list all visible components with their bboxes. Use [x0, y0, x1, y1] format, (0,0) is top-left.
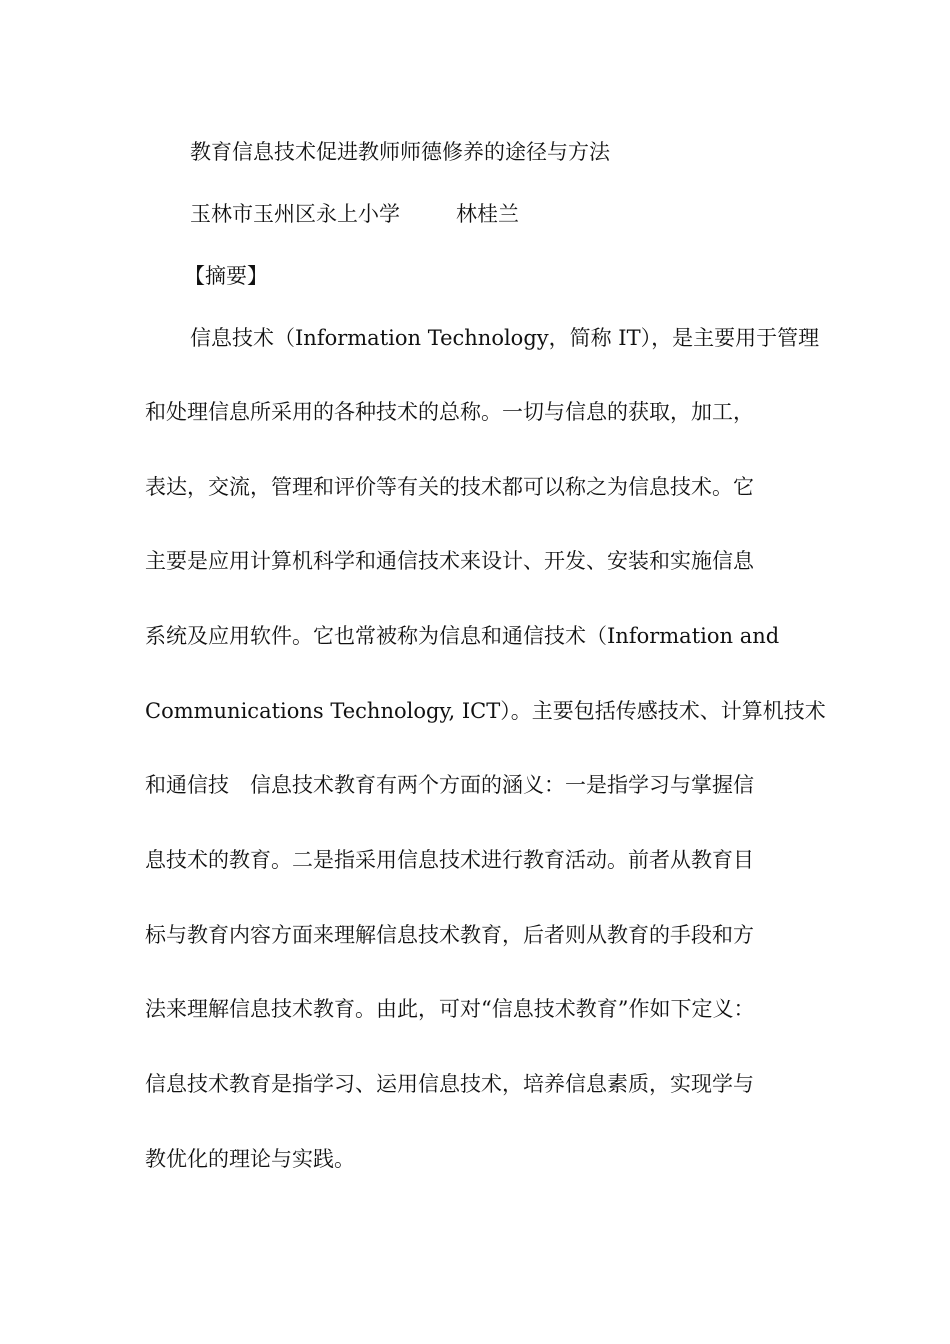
body-line-8: 息技术的教育。二是指采用信息技术进行教育活动。前者从教育目	[145, 848, 754, 872]
body-line-5: 系统及应用软件。它也常被称为信息和通信技术（Information and	[145, 624, 780, 648]
body-line-3: 表达，交流，管理和评价等有关的技术都可以称之为信息技术。它	[145, 475, 754, 499]
body-line-4: 主要是应用计算机科学和通信技术来设计、开发、安装和实施信息	[145, 549, 754, 573]
body-line-10: 法来理解信息技术教育。由此，可对“信息技术教育”作如下定义：	[145, 997, 755, 1021]
body-line-9: 标与教育内容方面来理解信息技术教育，后者则从教育的手段和方	[145, 923, 754, 947]
body-line-11: 信息技术教育是指学习、运用信息技术，培养信息素质，实现学与	[145, 1072, 754, 1096]
author-line	[190, 199, 870, 229]
school-name: 玉林市玉州区永上小学	[190, 202, 400, 226]
body-line-12: 教优化的理论与实践。	[145, 1147, 355, 1171]
body-line-2: 和处理信息所采用的各种技术的总称。一切与信息的获取，加工，	[145, 400, 754, 424]
abstract-heading: 【摘要】	[184, 264, 268, 288]
body-line-1: 信息技术（Information Technology，简称 IT），是主要用于管理	[190, 326, 820, 350]
author-name: 林桂兰	[456, 202, 519, 226]
body-line-7: 和通信技 信息技术教育有两个方面的涵义：一是指学习与掌握信	[145, 773, 754, 797]
body-line-6: Communications Technology, ICT）。主要包括传感技术、计算机技术	[145, 699, 826, 723]
document-title: 教育信息技术促进教师师德修养的途径与方法	[190, 140, 610, 164]
